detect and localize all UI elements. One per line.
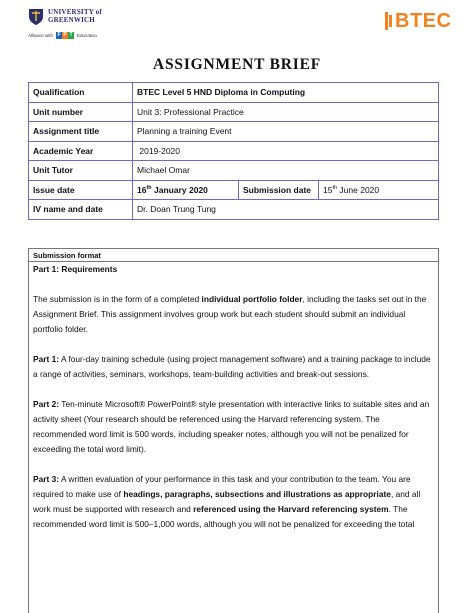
value-unit-number: Unit 3: Professional Practice [133, 102, 439, 122]
university-of-greenwich-logo [28, 8, 148, 44]
value-assignment-title: Planning a training Event [133, 122, 439, 142]
submission-format-heading: Submission format [29, 249, 438, 262]
assignment-info-table [28, 82, 439, 220]
label-submission-date: Submission date [239, 180, 319, 200]
btec-logo [384, 10, 451, 32]
value-submission-date: 15th June 2020 [319, 180, 439, 200]
label-qualification: Qualification [29, 83, 133, 103]
label-issue-date: Issue date [29, 180, 133, 200]
row-unit-number [29, 102, 439, 122]
requirements-title: Part 1: Requirements [33, 264, 118, 274]
row-qualification [29, 83, 439, 103]
label-unit-number: Unit number [29, 102, 133, 122]
value-issue-date: 16th January 2020 [133, 180, 239, 200]
value-iv: Dr. Doan Trung Tung [133, 200, 439, 220]
label-iv: IV name and date [29, 200, 133, 220]
page-title: ASSIGNMENT BRIEF [153, 56, 321, 73]
row-academic-year [29, 141, 439, 161]
fpt-letter-p: P [63, 32, 67, 38]
submission-format-box [28, 248, 439, 613]
row-dates [29, 180, 439, 200]
row-iv [29, 200, 439, 220]
label-assignment-title: Assignment title [29, 122, 133, 142]
row-unit-tutor [29, 161, 439, 181]
fpt-logo [56, 32, 74, 39]
btec-mark-icon [384, 11, 394, 31]
part1-paragraph: Part 1: A four-day training schedule (using project management software) and a training package to include a range of activities, seminars, workshops, team-building activities and break-out sessions. [33, 354, 433, 379]
value-unit-tutor: Michael Omar [133, 161, 439, 181]
fpt-letter-t: T [69, 32, 73, 38]
part3-paragraph: Part 3: A written evaluation of your performance in this task and your contribution to the team. You are required to make use of headings, paragraphs, subsections and illustrations as appropriate, and all work must be supported with research and referenced using the Harvard referencing system. The recommended word limit is 500–1,000 words, although you will not be penalized for exceeding the total [33, 474, 423, 529]
alliance-prefix: Alliance with [28, 33, 54, 38]
fpt-letter-f: F [57, 32, 61, 38]
alliance-suffix: Education [77, 33, 98, 38]
intro-paragraph: The submission is in the form of a completed individual portfolio folder, including the tasks set out in the Assignment Brief. This assignment involves group work but each student should submit an individual portfolio folder. [33, 294, 427, 334]
label-unit-tutor: Unit Tutor [29, 161, 133, 181]
value-qualification: BTEC Level 5 HND Diploma in Computing [133, 83, 439, 103]
part2-paragraph: Part 2: Ten-minute Microsoft® PowerPoint® style presentation with interactive links to suitable sites and an activity sheet (Your research should be referenced using the Harvard referencing system. The recommended word limit is 500 words, including speaker notes, although you will not be penalized for exceeding the total word limit). [33, 399, 432, 454]
label-academic-year: Academic Year [29, 141, 133, 161]
value-academic-year: 2019-2020 [133, 141, 439, 161]
alliance-line [28, 32, 97, 39]
university-name: UNIVERSITY of GREENWICH [48, 8, 102, 24]
btec-logo-text: BTEC [395, 9, 452, 32]
greenwich-crest-icon [28, 8, 44, 26]
submission-body [29, 262, 438, 532]
row-assignment-title [29, 122, 439, 142]
